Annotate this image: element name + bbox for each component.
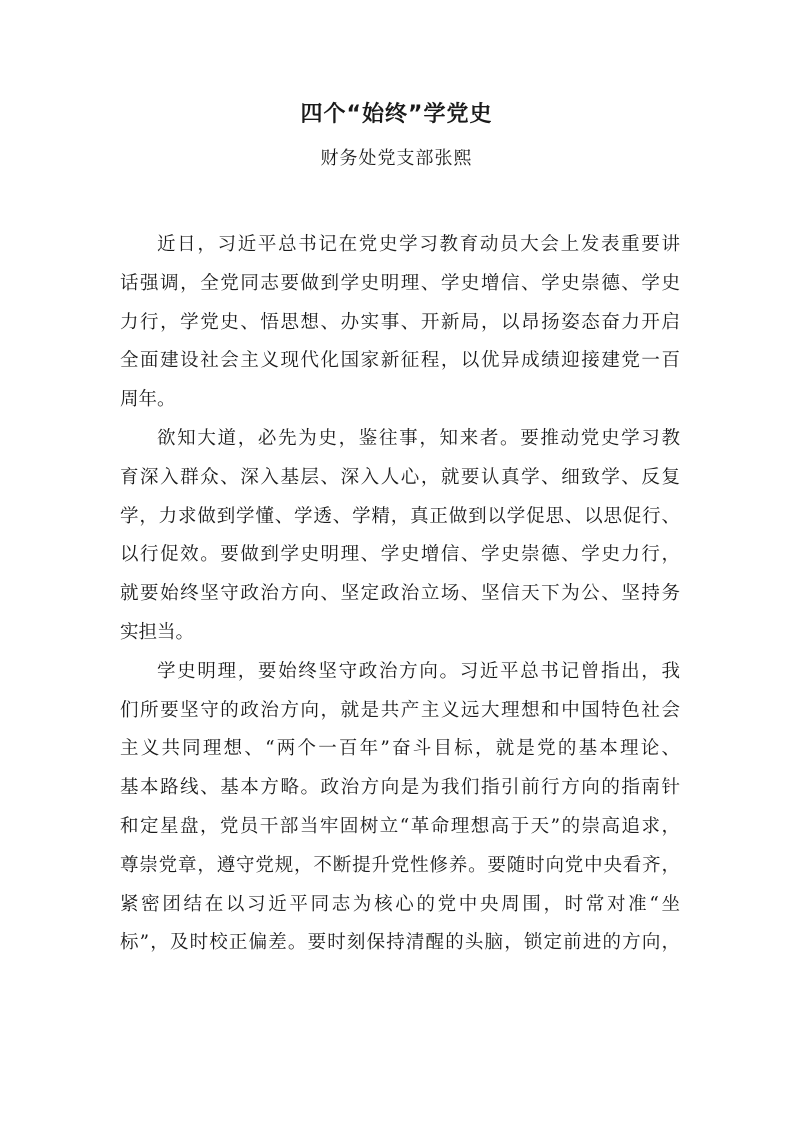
document-author: 财务处党支部张熙: [320, 148, 473, 169]
text-line: 紧密团结在以习近平同志为核心的党中央周围，时常对准“坐: [120, 893, 680, 915]
text-line: 力行，学党史、悟思想、办实事、开新局，以昂扬姿态奋力开启: [120, 311, 680, 333]
text-line: 学，力求做到学懂、学透、学精，真正做到以学促思、以思促行、: [120, 505, 680, 527]
text-line: 以行促效。要做到学史明理、学史增信、学史崇德、学史力行，: [120, 544, 680, 566]
paragraph: [120, 653, 680, 963]
text-line: 主义共同理想、“两个一百年”奋斗目标，就是党的基本理论、: [120, 738, 680, 760]
paragraph: [120, 420, 680, 653]
text-line: 们所要坚守的政治方向，就是共产主义远大理想和中国特色社会: [120, 699, 680, 721]
text-line: 尊崇党章，遵守党规，不断提升党性修养。要随时向党中央看齐，: [120, 854, 680, 876]
text-line: 学史明理，要始终坚守政治方向。习近平总书记曾指出，我: [157, 660, 680, 682]
text-line: 就要始终坚守政治方向、坚定政治立场、坚信天下为公、坚持务: [120, 583, 680, 605]
document-body: [120, 226, 680, 963]
text-line: 育深入群众、深入基层、深入人心，就要认真学、细致学、反复: [120, 466, 680, 488]
paragraph: [120, 226, 680, 420]
text-line: 实担当。: [120, 621, 195, 643]
text-line: 标”，及时校正偏差。要时刻保持清醒的头脑，锁定前进的方向，: [120, 932, 680, 954]
text-line: 欲知大道，必先为史，鉴往事，知来者。要推动党史学习教: [157, 427, 680, 449]
document-title: 四个“始终”学党史: [300, 102, 493, 127]
text-line: 全面建设社会主义现代化国家新征程，以优异成绩迎接建党一百: [120, 350, 680, 372]
text-line: 和定星盘，党员干部当牢固树立“革命理想高于天”的崇高追求，: [120, 815, 680, 837]
text-line: 话强调，全党同志要做到学史明理、学史增信、学史崇德、学史: [120, 272, 680, 294]
text-line: 近日，习近平总书记在党史学习教育动员大会上发表重要讲: [157, 234, 680, 255]
text-line: 基本路线、基本方略。政治方向是为我们指引前行方向的指南针: [120, 777, 680, 799]
text-line: 周年。: [120, 389, 176, 411]
